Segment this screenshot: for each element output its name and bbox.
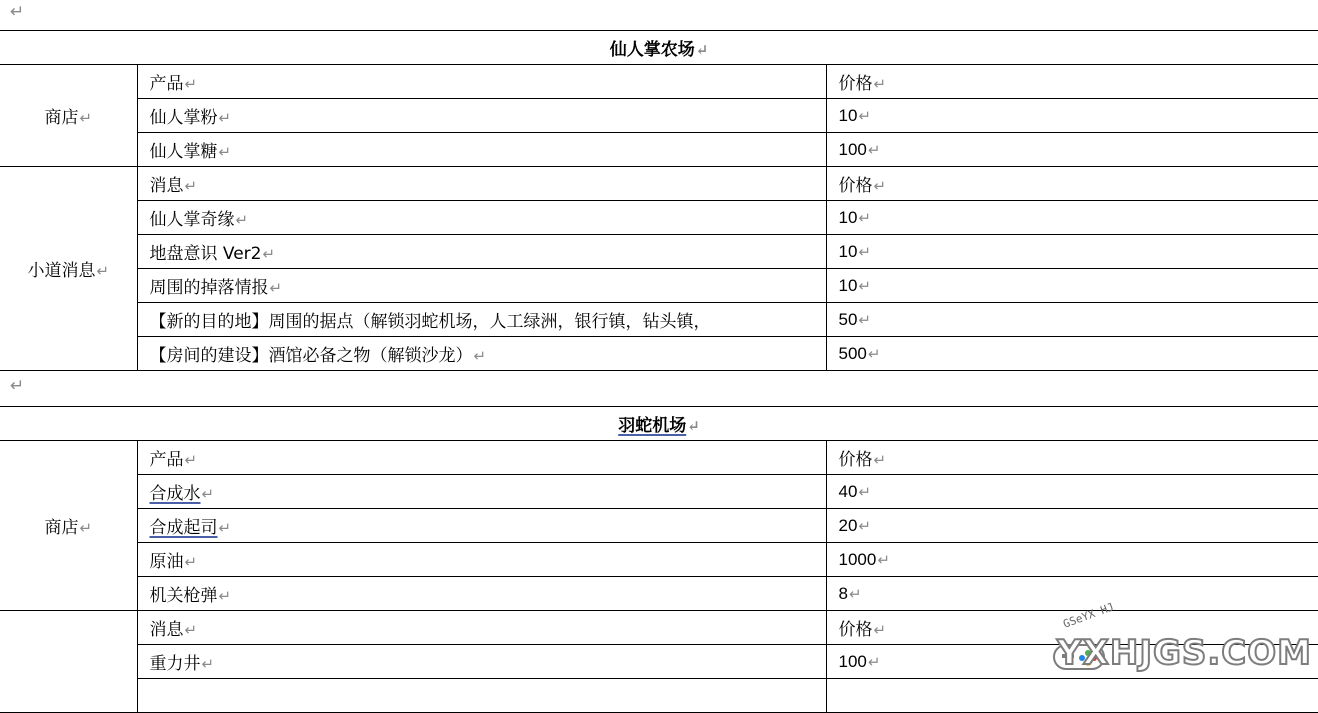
category-cell: 商店↵ xyxy=(0,65,137,167)
item-cell: 仙人掌糖↵ xyxy=(137,133,826,167)
item-cell: 周围的掉落情报↵ xyxy=(137,269,826,303)
item-cell: 【房间的建设】酒馆必备之物（解锁沙龙）↵ xyxy=(137,337,826,371)
paragraph-mark: ↵ xyxy=(10,376,25,396)
table-row xyxy=(0,167,1318,201)
table-row xyxy=(0,235,1318,269)
category-cell: 商店↵ xyxy=(0,441,137,611)
column-header-item: 产品↵ xyxy=(137,65,826,99)
item-cell: 原油↵ xyxy=(137,543,826,577)
column-header-price: 价格↵ xyxy=(826,441,1318,475)
item-cell: 重力井↵ xyxy=(137,645,826,679)
table-row xyxy=(0,201,1318,235)
price-cell: 10↵ xyxy=(826,201,1318,235)
table-row xyxy=(0,303,1318,337)
table-row xyxy=(0,337,1318,371)
item-cell: 机关枪弹↵ xyxy=(137,577,826,611)
price-cell: 100↵ xyxy=(826,645,1318,679)
price-cell: 100↵ xyxy=(826,133,1318,167)
price-cell: 1000↵ xyxy=(826,543,1318,577)
table-row xyxy=(0,543,1318,577)
price-cell: 500↵ xyxy=(826,337,1318,371)
table-title-row xyxy=(0,407,1318,441)
price-cell: 10↵ xyxy=(826,235,1318,269)
price-cell xyxy=(826,679,1318,713)
table-row xyxy=(0,441,1318,475)
table-row xyxy=(0,65,1318,99)
item-cell: 地盘意识 Ver2↵ xyxy=(137,235,826,269)
item-cell: 合成起司↵ xyxy=(137,509,826,543)
item-cell: 合成水↵ xyxy=(137,475,826,509)
table-row xyxy=(0,269,1318,303)
paragraph-mark: ↵ xyxy=(10,2,25,22)
watermark-small-text: GSeYX HJ xyxy=(1061,600,1116,631)
table-title-row xyxy=(0,31,1318,65)
column-header-item: 消息↵ xyxy=(137,611,826,645)
column-header-price: 价格↵ xyxy=(826,611,1318,645)
item-cell xyxy=(137,679,826,713)
watermark-logo xyxy=(1050,600,1312,679)
price-cell: 20↵ xyxy=(826,509,1318,543)
table-row xyxy=(0,509,1318,543)
price-cell: 10↵ xyxy=(826,269,1318,303)
price-cell: 40↵ xyxy=(826,475,1318,509)
table-row xyxy=(0,475,1318,509)
table-title: 羽蛇机场↵ xyxy=(0,407,1318,441)
column-header-price: 价格↵ xyxy=(826,167,1318,201)
table-row xyxy=(0,133,1318,167)
item-cell: 仙人掌奇缘↵ xyxy=(137,201,826,235)
table-row xyxy=(0,679,1318,713)
item-cell: 仙人掌粉↵ xyxy=(137,99,826,133)
item-cell: 【新的目的地】周围的据点（解锁羽蛇机场，人工绿洲，银行镇，钻头镇， xyxy=(137,303,826,337)
watermark-text: YXHJGS.COM xyxy=(1057,633,1312,673)
table-title: 仙人掌农场↵ xyxy=(0,31,1318,65)
column-header-price: 价格↵ xyxy=(826,65,1318,99)
table-row xyxy=(0,577,1318,611)
table-row xyxy=(0,99,1318,133)
column-header-item: 产品↵ xyxy=(137,441,826,475)
price-cell: 8↵ xyxy=(826,577,1318,611)
category-cell xyxy=(0,611,137,713)
price-cell: 50↵ xyxy=(826,303,1318,337)
column-header-item: 消息↵ xyxy=(137,167,826,201)
table-cactus-farm xyxy=(0,30,1318,371)
price-cell: 10↵ xyxy=(826,99,1318,133)
category-cell: 小道消息↵ xyxy=(0,167,137,371)
